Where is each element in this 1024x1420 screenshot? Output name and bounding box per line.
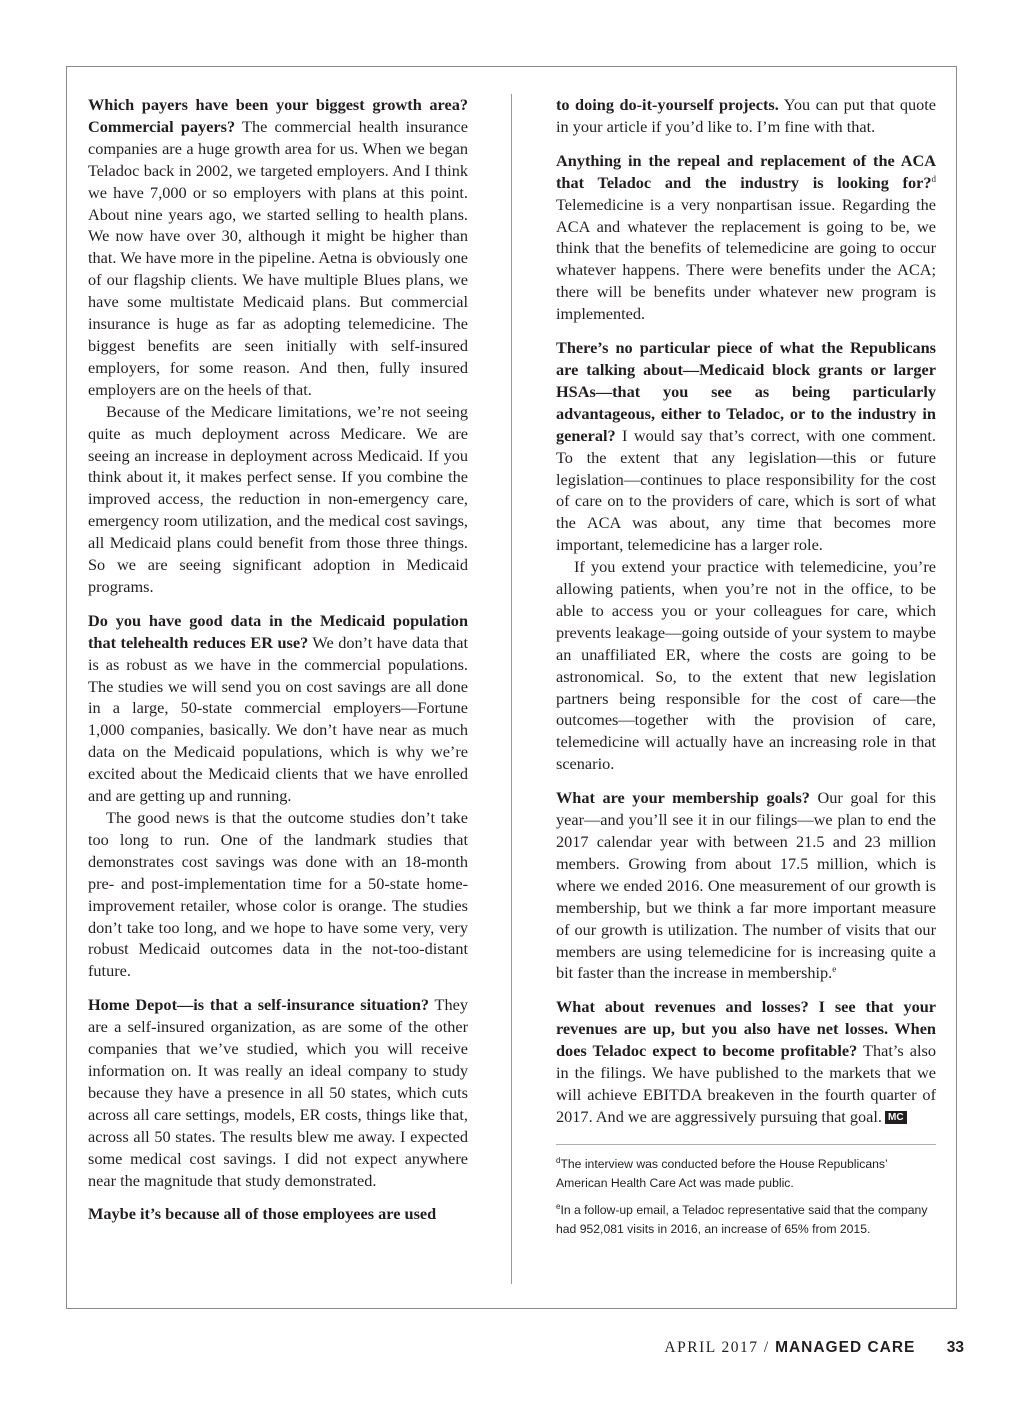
paragraph [556, 337, 936, 556]
footnote-ref: e [832, 964, 837, 975]
footnote-mark: d [556, 1155, 561, 1165]
footnote [556, 1201, 936, 1239]
end-mark-badge: MC [885, 1111, 907, 1124]
footnote-rule [556, 1144, 936, 1145]
paragraph [556, 787, 936, 984]
answer: I would say that’s correct, with one comment. To the extent that any legislation—this or future legislation—continues to place responsibility for the cost of care on to the providers of care, which is sort of what the ACA was about, any time that becomes more important, telemedicine has a larger role. [556, 425, 936, 555]
question: Which payers have been your biggest growth area? Commercial payers? [88, 95, 468, 136]
question: Do you have good data in the Medicaid population that telehealth reduces ER use? [88, 610, 468, 652]
answer: Our goal for this year—and you’ll see it in our filings—we plan to end the 2017 calendar year with between 21.5 and 23 million members. Growing from about 17.5 million, which is where we ended 2016. One measurement of our growth is membership, but we think a far more important measure of our growth is utilization. The number of visits that our members are using telemedicine for is increasing quite a bit faster than the increase in membership. [556, 788, 937, 983]
question: Maybe it’s because all of those employees are used [88, 1204, 437, 1224]
paragraph [556, 996, 936, 1127]
answer: They are a self-insured organization, as are some of the other companies that we’ve studied, which you will receive information on. It was really an ideal company to study because they have a presence in all 50 states, which cuts across all care settings, models, ER costs, things like that, across all 50 states. The results blew me away. I expected some medical cost savings. I did not expect anywhere near the magnitude that study demonstrated. [88, 995, 468, 1190]
paragraph [556, 150, 936, 325]
answer: Telemedicine is a very nonpartisan issue. Regarding the ACA and whatever the replacement is going to be, we think that the benefits of telemedicine are going to occur whatever happens. There were benefits under the ACA; there will be benefits under whatever new program is implemented. [556, 194, 936, 324]
answer: That’s also in the filings. We have published to the markets that we will achieve EBITDA breakeven in the fourth quarter of 2017. And we are aggressively pursuing that goal. [556, 1041, 936, 1126]
question: Home Depot—is that a self-insurance situation? [88, 995, 430, 1015]
question: to doing do-it-yourself projects. [556, 95, 779, 114]
answer: We don’t have data that is as robust as we have in the commercial populations. The studies we will send you on cost savings are all done in a large, 50-state commercial employers—Fortune 1,000 companies, basically. We don’t have near as much data on the Medicaid populations, which is why we’re excited about the Medicaid clients that we have enrolled and are getting up and running. [88, 632, 468, 806]
answer: You can put that quote in your article if you’d like to. I’m fine with that. [556, 95, 937, 136]
paragraph [556, 94, 936, 138]
paragraph: Because of the Medicare limitations, we’re not seeing quite as much deployment across Medicare. We are seeing an increase in deployment across Medicaid. If you think about it, it makes perfect sense. If you combine the improved access, the reduction in non-emergency care, emergency room utilization, and the medical cost savings, all Medicaid plans could benefit from those three things. So we are seeing significant adoption in Medicaid programs. [88, 401, 468, 596]
right-column [556, 94, 936, 1239]
question: Anything in the repeal and replacement of the ACA that Teladoc and the industry is looking for? [556, 150, 936, 192]
question: What are your membership goals? [556, 788, 810, 808]
magazine-title: MANAGED CARE [775, 1339, 916, 1356]
answer: The commercial health insurance companies are a huge growth area for us. When we began Teladoc back in 2002, we targeted employers. And I think we have 7,000 or so employers with plans at this point. About nine years ago, we started selling to health plans. We now have over 30, although it might be higher than that. We have more in the pipeline. Aetna is obviously one of our flagship clients. We have multiple Blues plans, we have some multistate Medicaid plans. But commercial insurance is huge as far as adopting telemedicine. The biggest benefits are seen initially with self-insured employers, for some reason. And then, fully insured employers are on the heels of that. [88, 116, 469, 399]
paragraph [88, 94, 468, 401]
paragraph: The good news is that the outcome studies don’t take too long to run. One of the landmark studies that demonstrates cost savings was done with an 18-month pre- and post-implementation time for a 50-state home-improvement retailer, whose color is orange. The studies don’t take too long, and we hope to have some very, very robust Medicaid outcomes data in the not-too-distant future. [88, 808, 468, 981]
footnote-text: The interview was conducted before the House Republicans’ American Health Care Act was made public. [556, 1156, 888, 1190]
footnote-ref: d [931, 173, 936, 184]
paragraph [88, 994, 468, 1191]
footnote-text: In a follow-up email, a Teladoc representative said that the company had 952,081 visits in 2016, an increase of 65% from 2015. [556, 1202, 928, 1236]
paragraph [88, 1203, 468, 1225]
page-number: 33 [946, 1339, 964, 1356]
paragraph: If you extend your practice with telemedicine, you’re allowing patients, when you’re not in the office, to be able to access you or your colleagues for care, which prevents leakage—going outside of your system to maybe an unaffiliated ER, where the costs are going to be astronomical. So, to the extent that new legislation partners being responsible for the cost of care—the outcomes—together with the provision of care, telemedicine will actually have an increasing role in that scenario. [556, 557, 936, 774]
paragraph [88, 610, 468, 807]
footnote [556, 1155, 936, 1193]
issue-date: APRIL 2017 / [664, 1339, 770, 1356]
left-column [88, 94, 468, 1225]
question: What about revenues and losses? I see that your revenues are up, but you also have net losses. When does Teladoc expect to become profitable? [556, 997, 936, 1061]
footnote-mark: e [556, 1201, 561, 1211]
column-divider [511, 94, 512, 1284]
question: There’s no particular piece of what the Republicans are talking about—Medicaid block grants or larger HSAs—that you see as being particularly advantageous, either to Teladoc, or to the industry in general? [556, 338, 936, 445]
page-footer [664, 1339, 964, 1357]
